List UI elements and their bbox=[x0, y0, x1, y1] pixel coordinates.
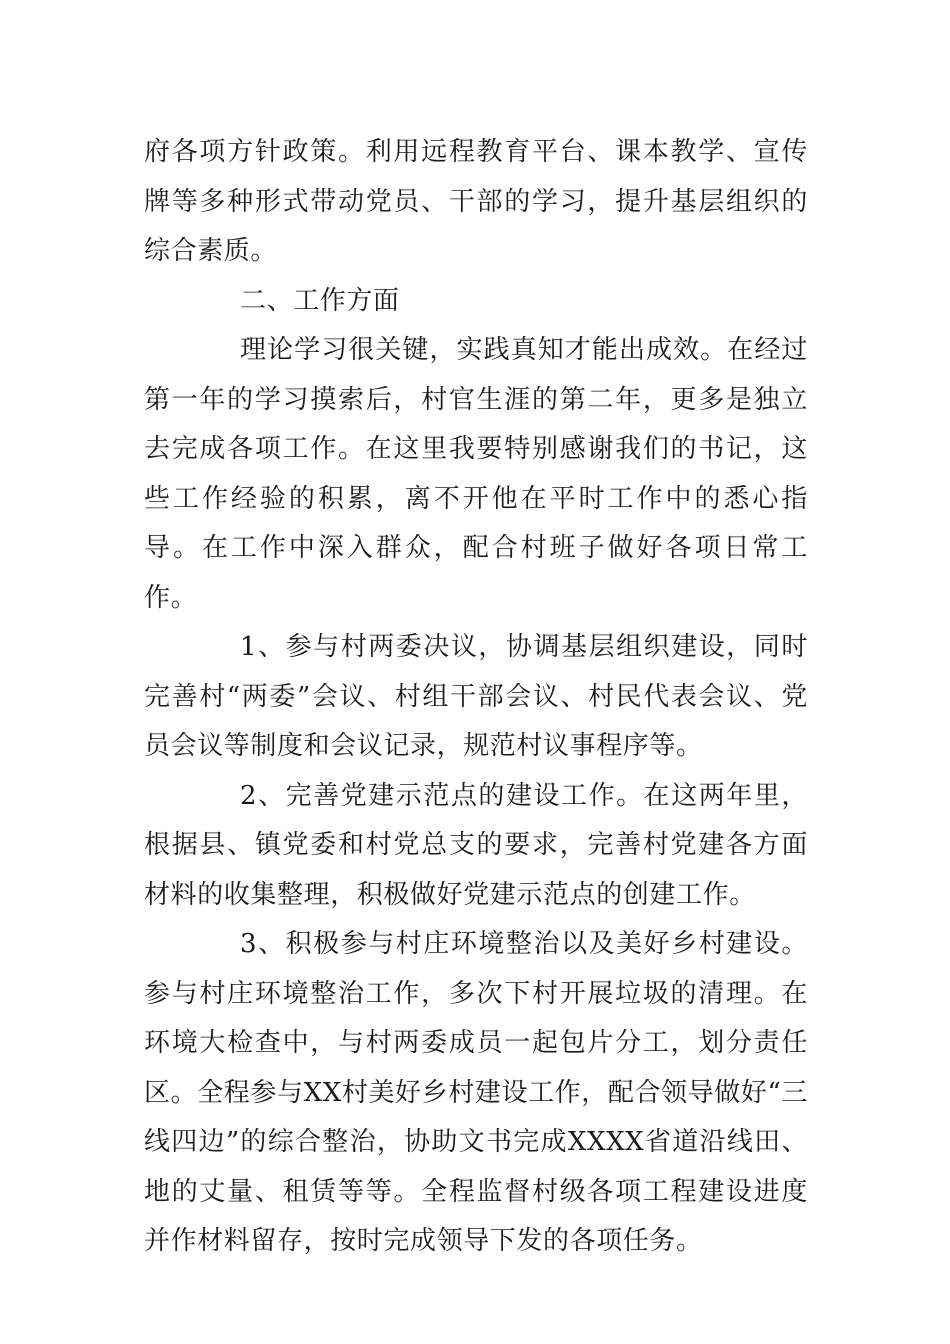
section-heading-work: 二、工作方面 bbox=[240, 285, 400, 316]
list-item-1: 1、参与村两委决议，协调基层组织建设，同时完善村“两委”会议、村组干部会议、村民代表会议、党员会议等制度和会议记录，规范村议事程序等。 bbox=[144, 632, 808, 761]
list-item-3: 3、积极参与村庄环境整治以及美好乡村建设。参与村庄环境整治工作，多次下村开展垃圾的清理。在环境大检查中，与村两委成员一起包片分工，划分责任区。全程参与XX村美好乡村建设工作，配合领导做好“三线四边”的综合整治，协助文书完成XXXX省道沿线田、地的丈量、租赁等等。全程监督村级各项工程建设进度并作材料留存，按时完成领导下发的各项任务。 bbox=[144, 929, 808, 1256]
paragraph-work-intro: 理论学习很关键，实践真知才能出成效。在经过第一年的学习摸索后，村官生涯的第二年，更多是独立去完成各项工作。在这里我要特别感谢我们的书记，这些工作经验的积累，离不开他在平时工作中的悉心指导。在工作中深入群众，配合村班子做好各项日常工作。 bbox=[144, 335, 808, 613]
paragraph-intro-continued: 府各项方针政策。利用远程教育平台、课本教学、宣传牌等多种形式带动党员、干部的学习，提升基层组织的综合素质。 bbox=[144, 137, 808, 266]
list-item-2: 2、完善党建示范点的建设工作。在这两年里，根据县、镇党委和村党总支的要求，完善村党建各方面材料的收集整理，积极做好党建示范点的创建工作。 bbox=[144, 780, 808, 910]
document-body bbox=[144, 128, 808, 1267]
